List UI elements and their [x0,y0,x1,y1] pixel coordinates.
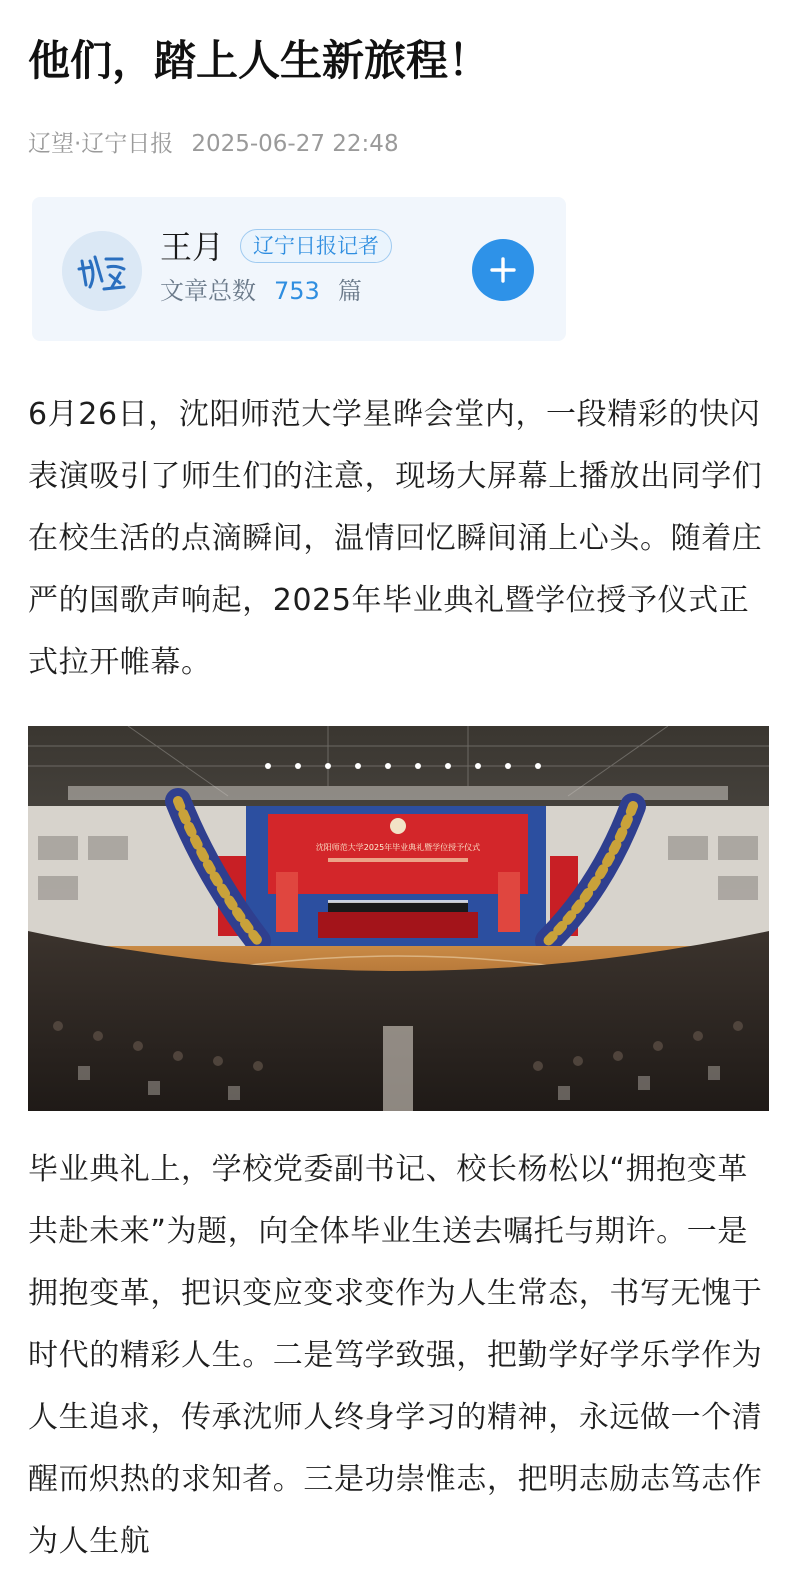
follow-button[interactable] [472,239,534,301]
stats-count: 753 [274,277,320,305]
author-stats [160,275,362,307]
article-datetime: 2025-06-27 22:48 [191,131,399,157]
author-avatar[interactable] [62,231,142,311]
author-card[interactable] [32,197,566,341]
photo-screen-caption: 沈阳师范大学2025年毕业典礼暨学位授予仪式 [315,843,481,852]
liaowang-logo-icon [62,231,142,311]
ceremony-photo[interactable] [28,726,769,1111]
author-badge: 辽宁日报记者 [240,229,392,263]
article-title: 他们，踏上人生新旅程！ [28,36,491,85]
plus-icon [489,256,517,284]
article-paragraph: 毕业典礼上，学校党委副书记、校长杨松以“拥抱变革 共赴未来”为题，向全体毕业生送去嘱托与期许。一是拥抱变革，把识变应变求变作为人生常态，书写无愧于时代的精彩人生。二是笃学致强，把勤学好学乐学作为人生追求，传承沈师人终身学习的精神，永远做一个清醒而炽热的求知者。三是功崇惟志，把明志励志笃志作为人生航 [28,1152,763,1559]
author-name[interactable]: 王月 [160,228,225,266]
article-meta [28,128,399,160]
stats-label: 文章总数 [160,277,256,305]
article-source[interactable]: 辽望·辽宁日报 [28,131,174,157]
graduation-ceremony-image [28,726,769,1111]
article-paragraph: 6月26日，沈阳师范大学星晔会堂内，一段精彩的快闪表演吸引了师生们的注意，现场大屏幕上播放出同学们在校生活的点滴瞬间，温情回忆瞬间涌上心头。随着庄严的国歌声响起，2025年毕业典礼暨学位授予仪式正式拉开帷幕。 [28,397,763,680]
stats-unit: 篇 [337,277,362,305]
